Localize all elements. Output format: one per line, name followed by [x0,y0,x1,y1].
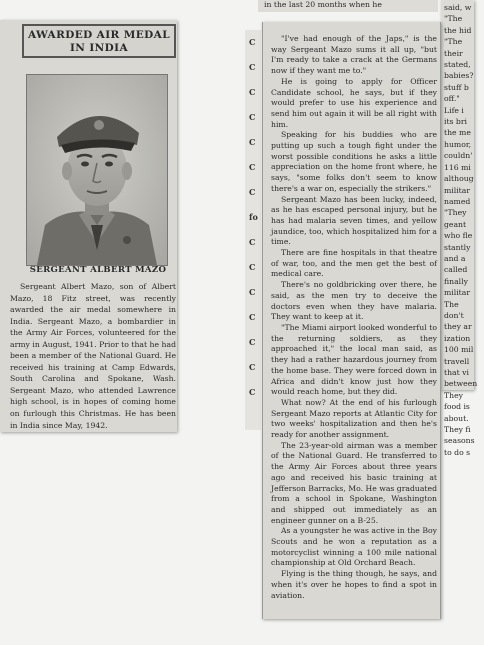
middle-letter-fragments: C C C C C C C fo C C C C C C C [249,37,258,397]
article-paragraph: "The Miami airport looked wonderful to the returning soldiers, as they approached it," the local man said, as they had a rather hazardous journey from the home base. They were forced down in Africa and didn't know just how they would reach home, but they did. [271,322,437,397]
soldier-portrait-image [27,75,167,265]
article-paragraph: Sergeant Mazo has been lucky, indeed, as he has escaped personal injury, but he has had malaria seven times, and yellow jaundice, too, which hospitalized him for a time. [271,194,437,247]
article-paragraph: "I've had enough of the Japs," is the way Sergeant Mazo sums it all up, "but I'm ready to take a crack at the Germans now if they want me to." [271,34,437,76]
far-right-text-fragments: said, w "The the hid "The their stated, babies? stuff b off." Life i its bri the me humor, couldn' 116 mi althoug militar named "They geant who fle stantly and a called finally militar The don't they ar ization 100 mil travell that vi between They food is about. They fi seasons to do s [444,3,478,457]
photo-caption: SERGEANT ALBERT MAZO [29,265,167,275]
article-paragraph: He is going to apply for Officer Candidate school, he says, but if they would prefer to use his experience and send him out again it will be all right with him. [271,76,437,129]
article-paragraph: The 23-year-old airman was a member of the National Guard. He transferred to the Army Air Forces about three years ago and received his basic training at Jefferson Barracks, Mo. He was graduated from a school in Spokane, Washington and shipped out immediately as an engineer gunner on a B-25. [271,440,437,525]
headline [22,24,176,58]
article-paragraph: As a youngster he was active in the Boy Scouts and he won a reputation as a motorcyclist winning a 100 mile national championship at Old Orchard Beach. [271,526,437,568]
right-article-body [271,34,437,601]
article-paragraph: Flying is the thing though, he says, and when it's over he hopes to find a spot in aviation. [271,569,437,600]
background-clipping-far-right [441,0,478,457]
article-paragraph: There are fine hospitals in that theatre of war, too, and the men get the best of medical care. [271,248,437,279]
article-paragraph: What now? At the end of his furlough Sergeant Mazo reports at Atlantic City for two weeks' hospitalization and then he's ready for another assignment. [271,397,437,440]
headline-text: AWARDED AIR MEDAL IN INDIA [28,29,170,54]
background-clipping-top [258,0,438,12]
portrait-photo [26,74,168,266]
background-clipping-middle [245,30,261,430]
top-snippet-text: in the last 20 months when he [264,0,382,9]
right-newspaper-clipping [262,22,441,619]
article-paragraph: There's no goldbricking over there, he said, as the men try to deceive the doctors even when they have malaria. They want to keep at it. [271,280,437,322]
left-article-body: Sergeant Albert Mazo, son of Albert Mazo, 18 Fitz street, was recently awarded the air medal somewhere in India. Sergeant Mazo, a bombardier in the Army Air Forces, volunteered for the army in August, 1941. Prior to that he had been a member of the National Guard. He received his training at Camp Edwards, South Carolina and Spokane, Wash. Sergeant Mazo, who attended Lawrence high school, is in hopes of coming home on furlough this Christmas. He has been in India since May, 1942. [10,282,176,430]
left-newspaper-clipping [0,20,177,432]
article-paragraph: Speaking for his buddies who are putting up such a tough fight under the worst possible conditions he asks a little appreciation on the home front where, he says, "some folks don't seem to know there's a war on, especially the strikers." [271,130,437,193]
